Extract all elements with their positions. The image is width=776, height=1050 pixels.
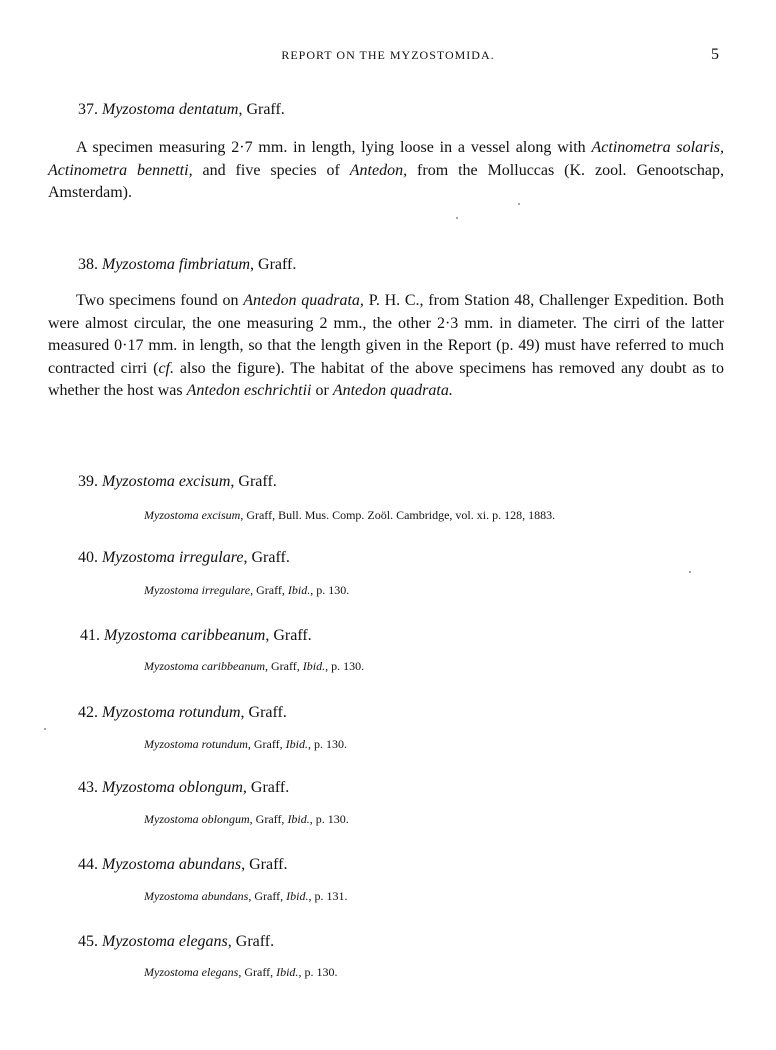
entry-number: 41. bbox=[80, 627, 100, 644]
author: , Graff. bbox=[241, 856, 288, 873]
author: , Graff. bbox=[240, 704, 287, 721]
reference-44: Myzostoma abundans, Graff, Ibid., p. 131. bbox=[144, 889, 348, 903]
entry-number: 42. bbox=[78, 704, 98, 721]
entry-number: 40. bbox=[78, 549, 98, 566]
entry-heading-38 bbox=[78, 256, 296, 274]
scan-speck bbox=[689, 571, 691, 573]
entry-heading-39 bbox=[78, 473, 277, 491]
reference-39: Myzostoma excisum, Graff, Bull. Mus. Comp. Zoöl. Cambridge, vol. xi. p. 128, 1883. bbox=[144, 508, 556, 522]
author: , Graff. bbox=[227, 933, 275, 950]
entry-number: 39. bbox=[78, 473, 98, 490]
scan-speck bbox=[518, 203, 520, 205]
entry-paragraph-37: A specimen measuring 2·7 mm. in length, lying loose in a vessel along with Actinometra solaris, Actinometra bennetti, and five species of Antedon, from the Molluccas (K. zool. Genootschap, Amsterdam). bbox=[48, 139, 725, 201]
genus: Myzostoma bbox=[102, 549, 175, 566]
entry-number: 37. bbox=[78, 101, 98, 118]
genus: Myzostoma bbox=[102, 473, 175, 490]
entry-heading-44 bbox=[78, 856, 287, 874]
species: fimbriatum bbox=[178, 256, 251, 273]
reference-42: Myzostoma rotundum, Graff, Ibid., p. 130. bbox=[144, 737, 347, 751]
scan-speck bbox=[456, 217, 458, 219]
author: , Graff. bbox=[250, 256, 297, 273]
entry-heading-41 bbox=[80, 627, 312, 645]
entry-heading-37 bbox=[78, 101, 285, 119]
genus: Myzostoma bbox=[102, 101, 175, 118]
running-head: REPORT ON THE MYZOSTOMIDA. bbox=[281, 48, 495, 62]
reference-40: Myzostoma irregulare, Graff, Ibid., p. 130. bbox=[144, 583, 350, 597]
genus: Myzostoma bbox=[102, 779, 175, 796]
genus: Myzostoma bbox=[102, 256, 175, 273]
author: , Graff. bbox=[242, 779, 290, 796]
entry-heading-43 bbox=[78, 779, 289, 797]
entry-number: 43. bbox=[78, 779, 98, 796]
species: dentatum bbox=[178, 101, 239, 118]
entry-number: 44. bbox=[78, 856, 98, 873]
entry-heading-40 bbox=[78, 549, 290, 567]
reference-41: Myzostoma caribbeanum, Graff, Ibid., p. 130. bbox=[144, 659, 365, 673]
genus: Myzostoma bbox=[102, 704, 175, 721]
species: abundans bbox=[178, 856, 242, 873]
species: excisum bbox=[178, 473, 231, 490]
species: oblongum bbox=[178, 779, 243, 796]
author: , Graff. bbox=[238, 101, 285, 118]
reference-45: Myzostoma elegans, Graff, Ibid., p. 130. bbox=[144, 965, 338, 979]
reference-43: Myzostoma oblongum, Graff, Ibid., p. 130. bbox=[144, 812, 349, 826]
genus: Myzostoma bbox=[102, 856, 175, 873]
genus: Myzostoma bbox=[102, 933, 175, 950]
species: rotundum bbox=[178, 704, 241, 721]
species: elegans bbox=[178, 933, 228, 950]
genus: Myzostoma bbox=[104, 627, 177, 644]
entry-number: 45. bbox=[78, 933, 98, 950]
author: , Graff. bbox=[243, 549, 290, 566]
species: caribbeanum bbox=[180, 627, 266, 644]
entry-heading-42 bbox=[78, 704, 287, 722]
entry-heading-45 bbox=[78, 933, 274, 951]
author: , Graff. bbox=[265, 627, 312, 644]
entry-number: 38. bbox=[78, 256, 98, 273]
author: , Graff. bbox=[230, 473, 277, 490]
scan-speck bbox=[44, 728, 46, 730]
species: irregulare bbox=[178, 549, 244, 566]
page-number: 5 bbox=[711, 46, 719, 63]
entry-paragraph-38: Two specimens found on Antedon quadrata, P. H. C., from Station 48, Challenger Expedition. Both were almost circular, the one measuring 2 mm., the other 2·3 mm. in diameter. The cirri of the latter measured 0·17 mm. in length, so that the length given in the Report (p. 49) must have referred to much contracted cirri (cf. also the figure). The habitat of the above specimens has removed any doubt as to whether the host was Antedon eschrichtii or Antedon quadrata. bbox=[48, 292, 725, 399]
